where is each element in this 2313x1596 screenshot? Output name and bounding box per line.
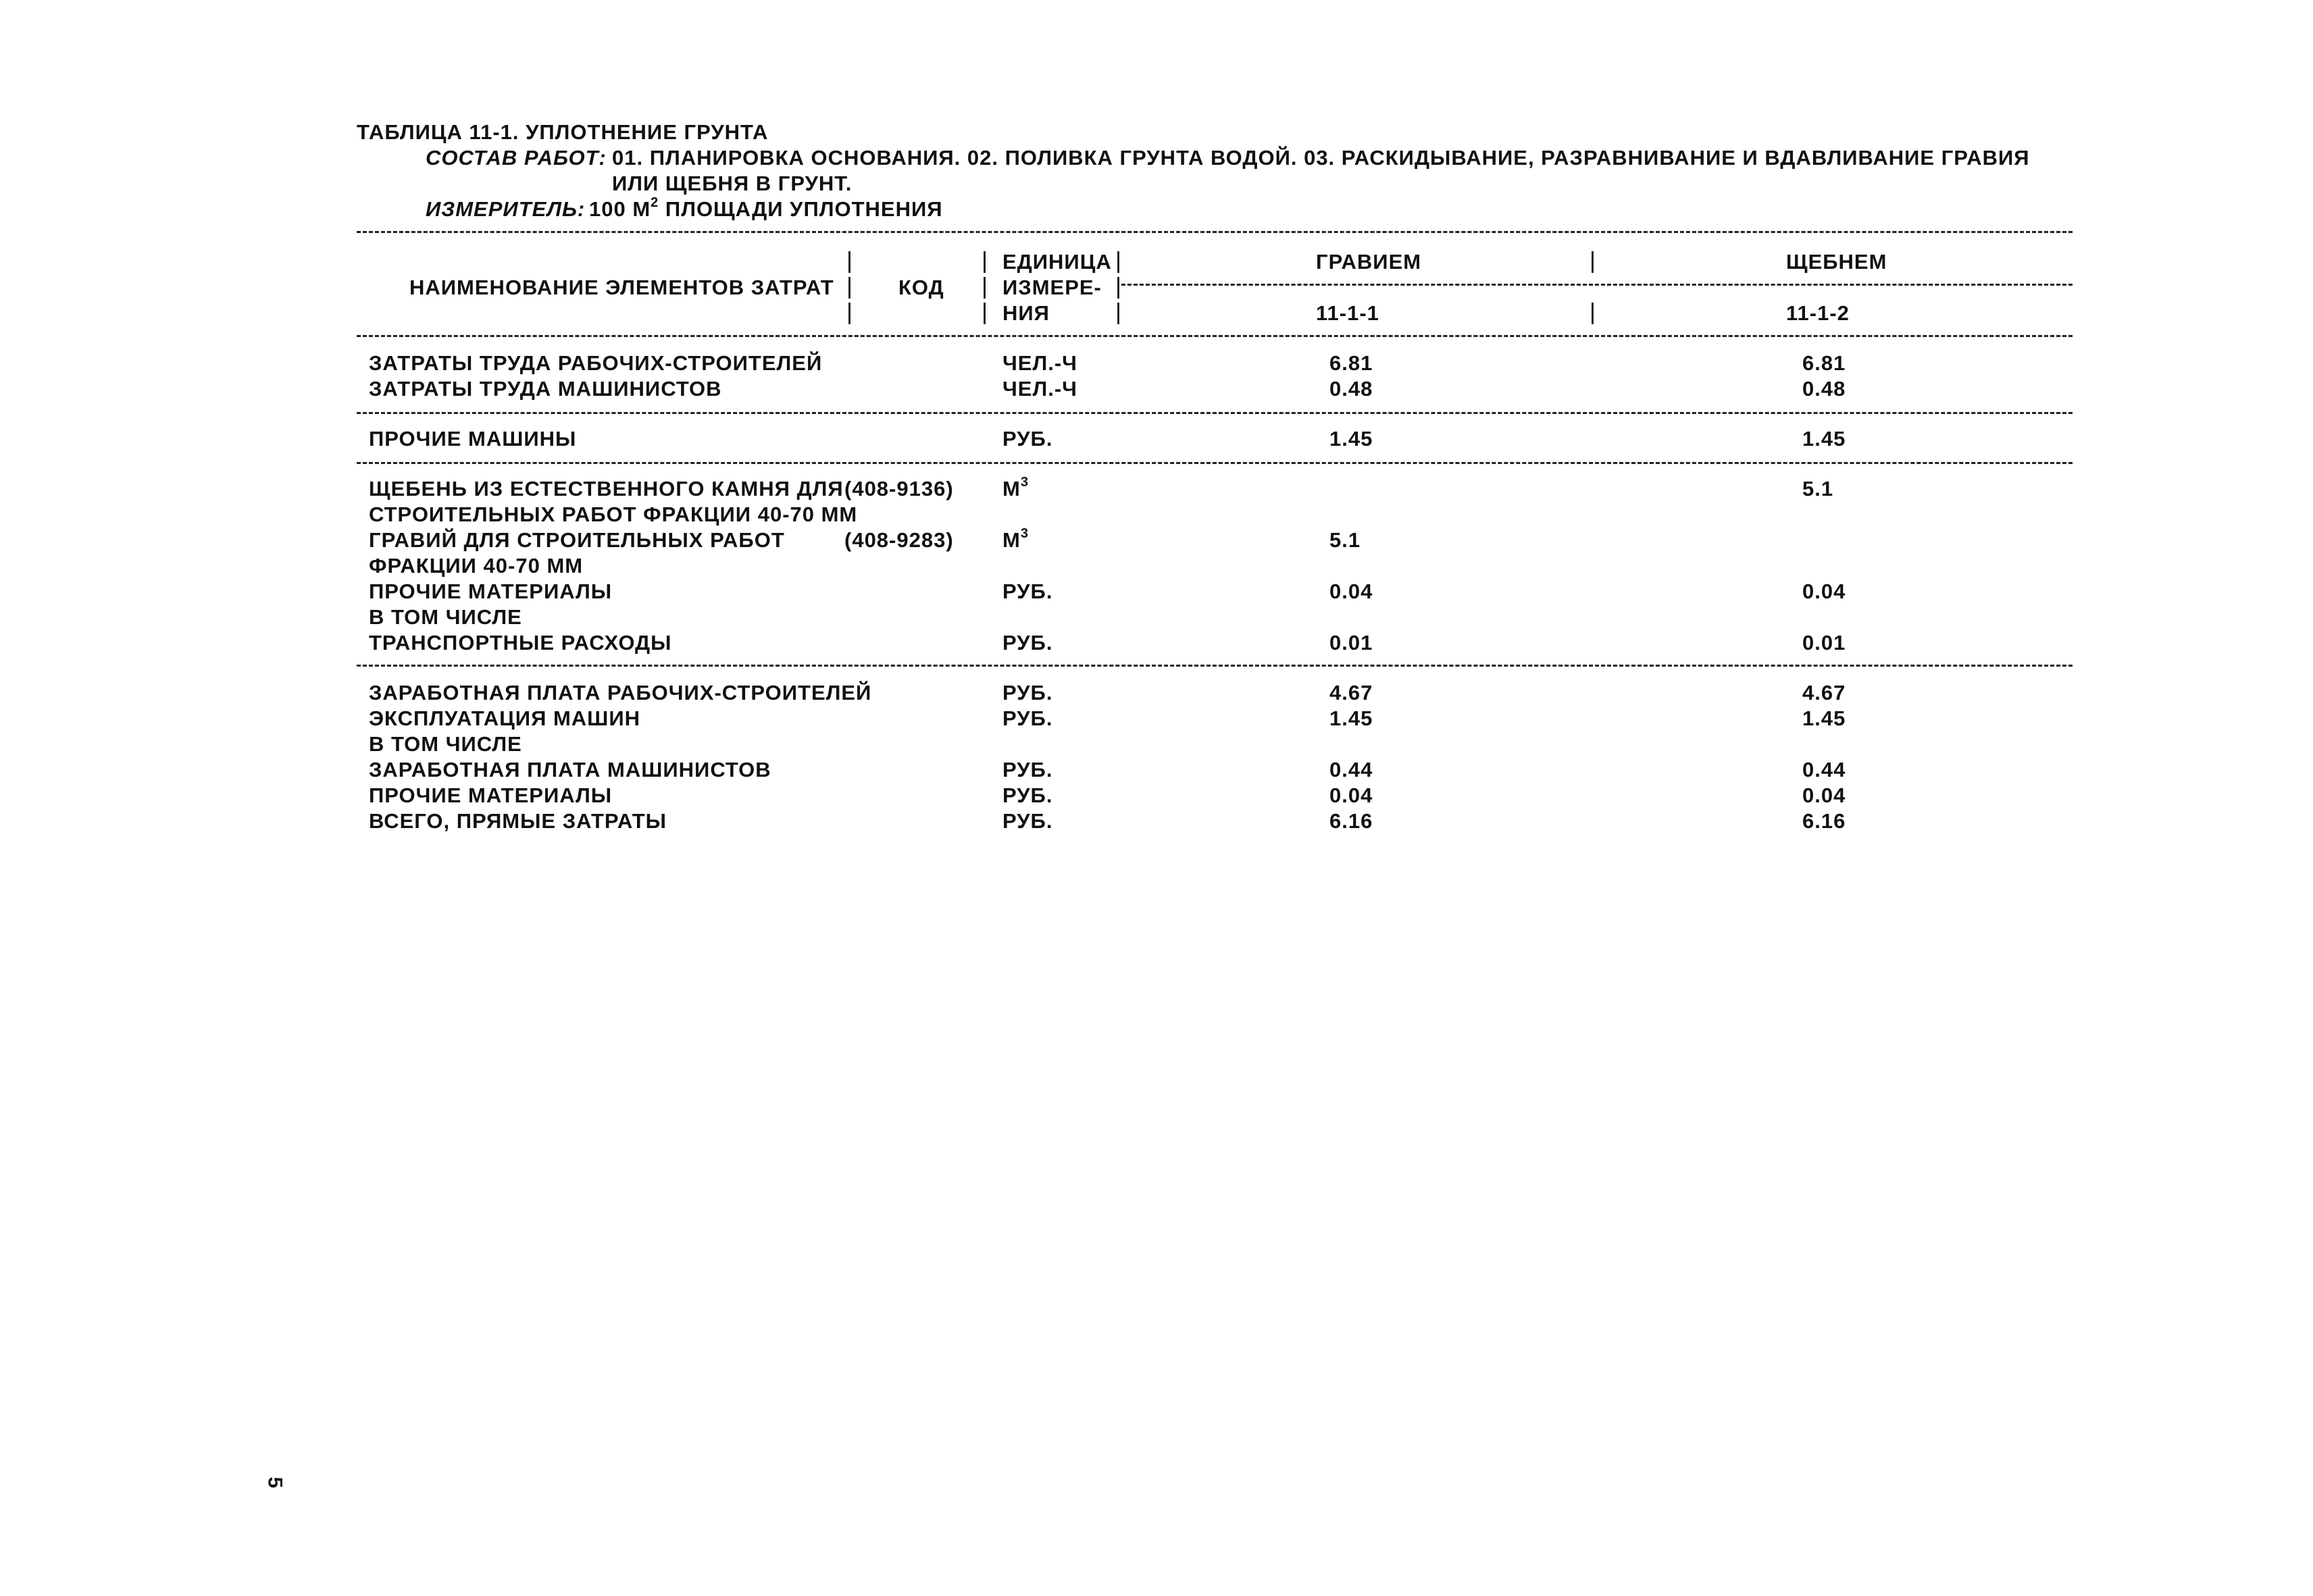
row-unit: РУБ. bbox=[1002, 758, 1053, 781]
row-unit: РУБ. bbox=[1002, 427, 1053, 451]
row-name: ПРОЧИЕ МАШИНЫ bbox=[369, 427, 577, 451]
measure-value-sup: 2 bbox=[651, 195, 659, 210]
header-divider bbox=[1117, 251, 1119, 273]
row-unit: РУБ. bbox=[1002, 706, 1053, 730]
row-name: ВСЕГО, ПРЯМЫЕ ЗАТРАТЫ bbox=[369, 809, 667, 833]
row-crushed-value: 6.16 bbox=[1802, 809, 1846, 833]
composition-text-line2: ИЛИ ЩЕБНЯ В ГРУНТ. bbox=[612, 172, 853, 195]
header-divider bbox=[1592, 303, 1594, 324]
composition-label: СОСТАВ РАБОТ: bbox=[426, 146, 607, 170]
row-crushed-value: 0.01 bbox=[1802, 631, 1846, 654]
measure-label: ИЗМЕРИТЕЛЬ: bbox=[426, 197, 586, 221]
section-rule bbox=[357, 462, 2073, 464]
row-crushed-value: 0.48 bbox=[1802, 377, 1846, 401]
row-crushed-value: 1.45 bbox=[1802, 427, 1846, 451]
row-name: ЩЕБЕНЬ ИЗ ЕСТЕСТВЕННОГО КАМНЯ ДЛЯ bbox=[369, 477, 844, 500]
header-divider bbox=[1117, 277, 1119, 299]
row-name: ТРАНСПОРТНЫЕ РАСХОДЫ bbox=[369, 631, 672, 654]
row-name: ПРОЧИЕ МАТЕРИАЛЫ bbox=[369, 580, 613, 603]
row-gravel-value: 0.01 bbox=[1329, 631, 1373, 654]
row-name: ЗАТРАТЫ ТРУДА РАБОЧИХ-СТРОИТЕЛЕЙ bbox=[369, 351, 823, 375]
section-rule bbox=[357, 665, 2073, 667]
page-number: 5 bbox=[263, 1476, 286, 1489]
row-gravel-value: 1.45 bbox=[1329, 706, 1373, 730]
header-divider bbox=[984, 251, 986, 273]
row-gravel-value: 1.45 bbox=[1329, 427, 1373, 451]
composition-text-line1: 01. ПЛАНИРОВКА ОСНОВАНИЯ. 02. ПОЛИВКА ГРУНТА ВОДОЙ. 03. РАСКИДЫВАНИЕ, РАЗРАВНИВАНИЕ И ВДАВЛИВАНИЕ ГРАВИЯ bbox=[612, 146, 2030, 170]
column-header-code: КОД bbox=[898, 276, 944, 299]
row-crushed-value: 0.04 bbox=[1802, 580, 1846, 603]
row-crushed-value: 4.67 bbox=[1802, 681, 1846, 704]
measure-value-rest: ПЛОЩАДИ УПЛОТНЕНИЯ bbox=[659, 197, 943, 221]
row-unit: РУБ. bbox=[1002, 631, 1053, 654]
row-unit: РУБ. bbox=[1002, 580, 1053, 603]
row-unit bbox=[1002, 477, 1029, 504]
row-unit bbox=[1002, 528, 1029, 555]
row-unit-sup: 3 bbox=[1020, 475, 1029, 490]
row-unit: РУБ. bbox=[1002, 783, 1053, 807]
row-gravel-value: 0.44 bbox=[1329, 758, 1373, 781]
row-name: ЗАТРАТЫ ТРУДА МАШИНИСТОВ bbox=[369, 377, 722, 401]
row-unit-main: М bbox=[1002, 528, 1021, 552]
row-code: (408-9136) bbox=[844, 477, 954, 500]
row-unit-main: М bbox=[1002, 477, 1021, 500]
row-unit: ЧЕЛ.-Ч bbox=[1002, 351, 1077, 375]
row-name: ЭКСПЛУАТАЦИЯ МАШИН bbox=[369, 706, 641, 730]
row-code: (408-9283) bbox=[844, 528, 954, 552]
row-name: В ТОМ ЧИСЛЕ bbox=[369, 732, 522, 756]
row-gravel-value: 5.1 bbox=[1329, 528, 1361, 552]
header-divider bbox=[1592, 251, 1594, 273]
section-rule bbox=[357, 412, 2073, 414]
row-crushed-value: 5.1 bbox=[1802, 477, 1834, 500]
column-header-unit-line2: ИЗМЕРЕ- bbox=[1002, 276, 1102, 299]
measure-value-main: 100 М bbox=[589, 197, 651, 221]
header-bottom-rule bbox=[357, 335, 2073, 337]
header-divider bbox=[848, 303, 850, 324]
table-top-rule bbox=[357, 231, 2073, 233]
measure-value bbox=[589, 197, 943, 224]
row-name: В ТОМ ЧИСЛЕ bbox=[369, 605, 522, 629]
row-crushed-value: 0.44 bbox=[1802, 758, 1846, 781]
row-unit-sup: 3 bbox=[1020, 526, 1029, 541]
row-unit: РУБ. bbox=[1002, 681, 1053, 704]
row-name: СТРОИТЕЛЬНЫХ РАБОТ ФРАКЦИИ 40-70 ММ bbox=[369, 503, 858, 526]
row-gravel-value: 0.04 bbox=[1329, 783, 1373, 807]
row-crushed-value: 0.04 bbox=[1802, 783, 1846, 807]
table-title: ТАБЛИЦА 11-1. УПЛОТНЕНИЕ ГРУНТА bbox=[357, 120, 769, 144]
row-name: ПРОЧИЕ МАТЕРИАЛЫ bbox=[369, 783, 613, 807]
row-gravel-value: 4.67 bbox=[1329, 681, 1373, 704]
row-gravel-value: 0.04 bbox=[1329, 580, 1373, 603]
row-unit: ЧЕЛ.-Ч bbox=[1002, 377, 1077, 401]
column-header-gravel-code: 11-1-1 bbox=[1316, 301, 1379, 325]
row-name: ЗАРАБОТНАЯ ПЛАТА МАШИНИСТОВ bbox=[369, 758, 771, 781]
column-header-unit-line1: ЕДИНИЦА bbox=[1002, 250, 1112, 274]
column-header-name: НАИМЕНОВАНИЕ ЭЛЕМЕНТОВ ЗАТРАТ bbox=[409, 276, 834, 299]
row-crushed-value: 1.45 bbox=[1802, 706, 1846, 730]
header-divider bbox=[848, 277, 850, 299]
row-gravel-value: 0.48 bbox=[1329, 377, 1373, 401]
header-subrule bbox=[1121, 284, 2073, 286]
row-name: ФРАКЦИИ 40-70 ММ bbox=[369, 554, 584, 577]
row-name: ГРАВИЙ ДЛЯ СТРОИТЕЛЬНЫХ РАБОТ bbox=[369, 528, 785, 552]
header-divider bbox=[984, 277, 986, 299]
header-divider bbox=[1117, 303, 1119, 324]
column-header-unit-line3: НИЯ bbox=[1002, 301, 1050, 325]
column-header-crushed: ЩЕБНЕМ bbox=[1786, 250, 1887, 274]
row-gravel-value: 6.16 bbox=[1329, 809, 1373, 833]
column-header-gravel: ГРАВИЕМ bbox=[1316, 250, 1422, 274]
header-divider bbox=[848, 251, 850, 273]
row-crushed-value: 6.81 bbox=[1802, 351, 1846, 375]
row-unit: РУБ. bbox=[1002, 809, 1053, 833]
row-gravel-value: 6.81 bbox=[1329, 351, 1373, 375]
column-header-crushed-code: 11-1-2 bbox=[1786, 301, 1850, 325]
row-name: ЗАРАБОТНАЯ ПЛАТА РАБОЧИХ-СТРОИТЕЛЕЙ bbox=[369, 681, 872, 704]
header-divider bbox=[984, 303, 986, 324]
